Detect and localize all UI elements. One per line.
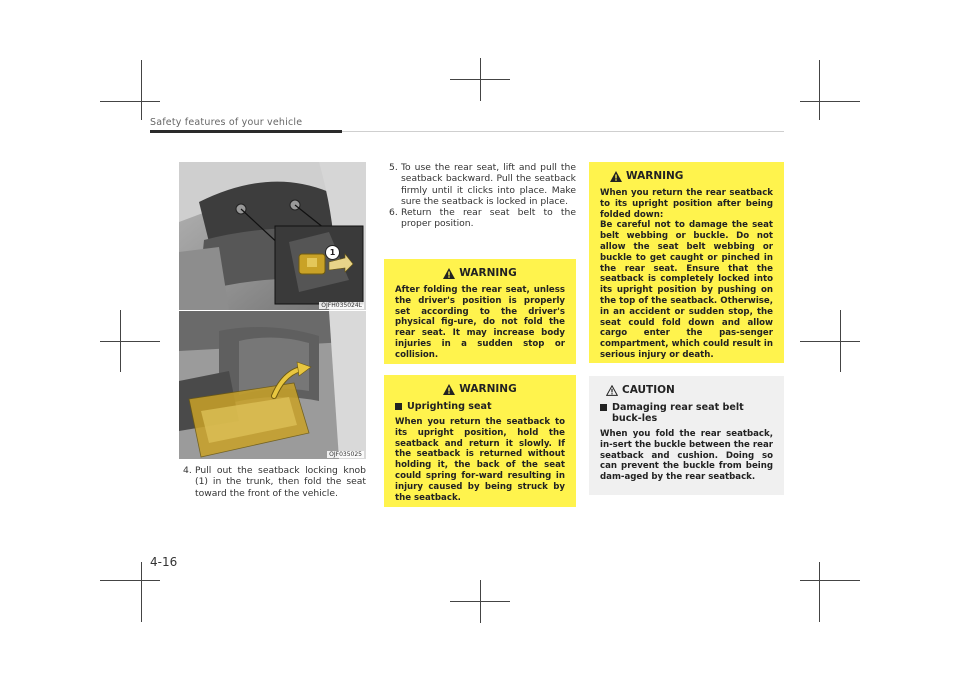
warning-intro: When you return the rear seatback to its upright position after being folded down:: [600, 188, 773, 220]
page-number: 4-16: [150, 555, 178, 569]
step-6: [389, 207, 576, 230]
callout-1-label: 1: [325, 245, 340, 260]
step-5: [389, 162, 576, 207]
square-bullet-icon: [395, 403, 402, 410]
step-4: [183, 465, 366, 499]
warning-text: When you return the seatback to its upright position, hold the seatback and return it slowly. If the seatback is returned without holding it, the back of the seat could spring for-ward resulting in injury caused by being struck by the seatback.: [395, 417, 565, 503]
subheading-text: Damaging rear seat belt buck-les: [612, 402, 744, 424]
caution-triangle-icon: [606, 385, 618, 396]
figure-code: OJF035025: [329, 451, 362, 458]
caution-box-seat-belt-buckles: [589, 376, 784, 495]
step-number: 4.: [183, 465, 192, 476]
warning-text: Be careful not to damage the seat belt webbing or buckle. Do not allow the seat belt webbing or buckle to get caught or pinched in the rear seat. Ensure that the seatback is completely locked into its upright position by pushing on the top of the seatback. Otherwise, in an accident or sudden stop, the seat could fold down and allow cargo enter the pas-senger compartment, which could result in serious injury or death.: [600, 220, 773, 360]
rear-seat-fold-figure: [179, 311, 366, 459]
step-text: Pull out the seatback locking knob (1) in the trunk, then fold the seat toward the front of the vehicle.: [195, 465, 366, 499]
section-title-bar: [150, 130, 342, 133]
step-text: To use the rear seat, lift and pull the seatback backward. Pull the seatback firmly until it clicks into place. Make sure the seatback is locked in place.: [401, 162, 576, 207]
warning-subheading: [395, 401, 565, 412]
caution-heading: [600, 384, 773, 396]
warning-heading-text: WARNING: [459, 267, 517, 279]
warning-box-return-seatback: [589, 162, 784, 363]
warning-triangle-icon: [610, 171, 622, 182]
header-rule: [342, 131, 784, 132]
warning-heading: [395, 383, 565, 395]
step-text: Return the rear seat belt to the proper position.: [401, 207, 576, 230]
warning-heading: [395, 267, 565, 279]
section-title: Safety features of your vehicle: [150, 117, 303, 128]
warning-triangle-icon: [443, 268, 455, 279]
caution-text: When you fold the rear seatback, in-sert the buckle between the rear seatback and cushion. Doing so can prevent the buckle from being dam-aged by the rear seatback.: [600, 429, 773, 483]
caution-subheading: [600, 402, 773, 424]
trunk-locking-knob-figure: [179, 162, 366, 310]
caution-heading-text: CAUTION: [622, 384, 675, 396]
step-list-left: [183, 465, 366, 499]
warning-heading-text: WARNING: [459, 383, 517, 395]
step-number: 5.: [389, 162, 398, 173]
warning-box-fold: [384, 259, 576, 364]
square-bullet-icon: [600, 404, 607, 411]
step-number: 6.: [389, 207, 398, 219]
warning-triangle-icon: [443, 384, 455, 395]
warning-heading-text: WARNING: [626, 170, 684, 182]
warning-box-uprighting: [384, 375, 576, 507]
step-list-middle: [389, 162, 576, 230]
figure-code: OJFH035024L: [321, 302, 362, 309]
warning-text: After folding the rear seat, unless the driver's position is properly set according to the driver's physical fig-ure, do not fold the rear seat. It may increase body injuries in a sudden stop or collision.: [395, 285, 565, 360]
subheading-text: Uprighting seat: [407, 401, 492, 412]
warning-heading: [600, 170, 773, 182]
